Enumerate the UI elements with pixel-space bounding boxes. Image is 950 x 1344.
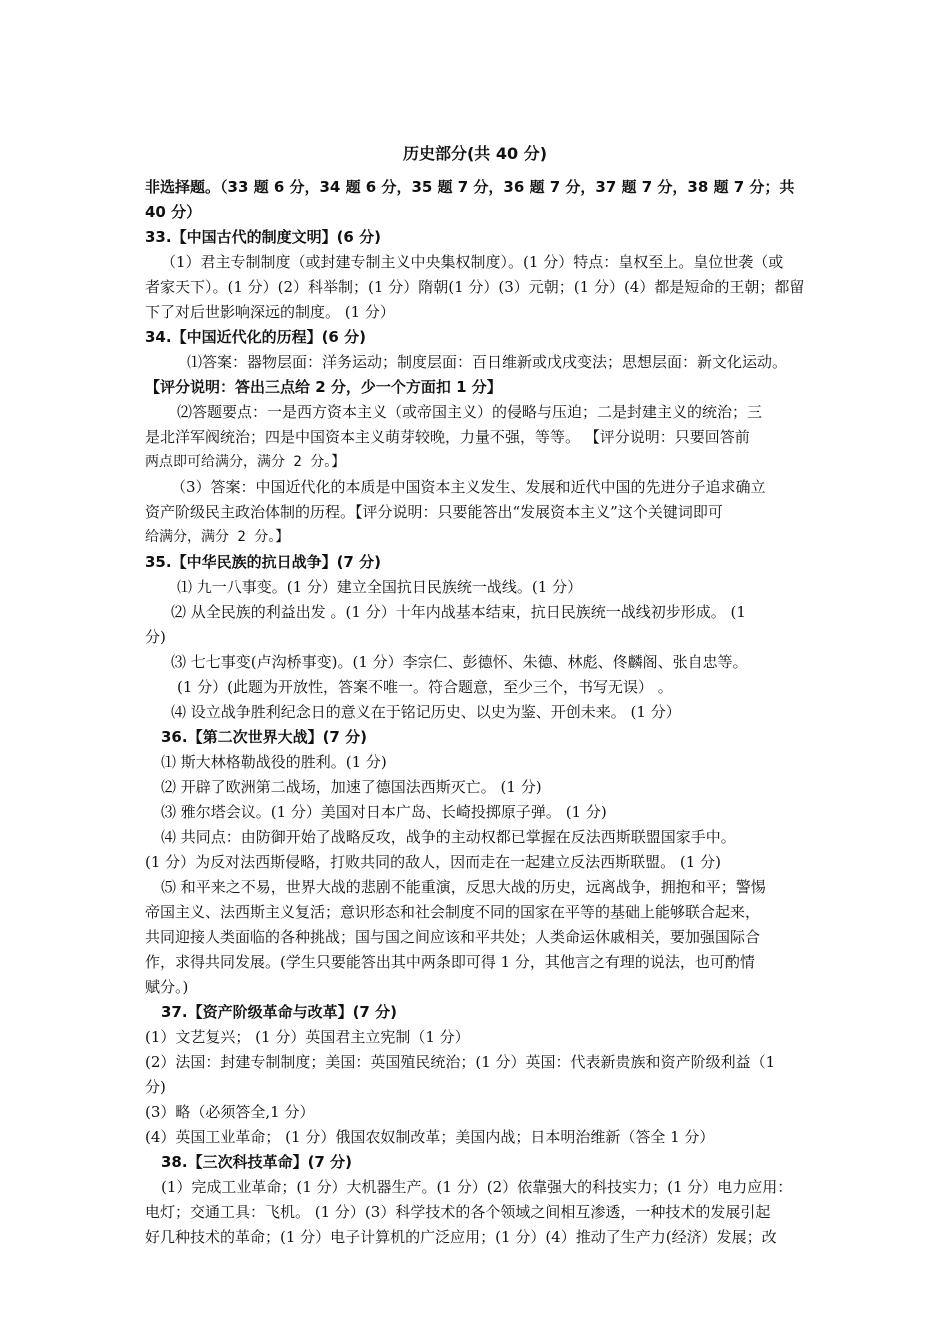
text-line: 给满分，满分 2 分。】	[145, 529, 290, 545]
text-line: 37.【资产阶级革命与改革】(7 分)	[161, 1003, 397, 1021]
text-line: 下了对后世影响深远的制度。 (1 分）	[145, 303, 395, 321]
text-line: 38.【三次科技革命】(7 分)	[161, 1153, 352, 1171]
text-line: 35.【中华民族的抗日战争】(7 分)	[145, 553, 381, 571]
text-line: 资产阶级民主政治体制的历程。【评分说明：只要能答出“发展资本主义”这个关键词即可	[145, 503, 723, 521]
text-line: 共同迎接人类面临的各种挑战；国与国之间应该和平共处；人类命运休戚相关，要加强国际合	[145, 928, 761, 946]
text-line: ⑵ 开辟了欧洲第二战场，加速了德国法西斯灭亡。 (1 分)	[161, 778, 542, 796]
text-line: (1 分）(此题为开放性，答案不唯一。符合题意，至少三个，书写无误） 。	[177, 678, 673, 696]
text-line: 是北洋军阀统治；四是中国资本主义萌芽较晚，力量不强，等等。 【评分说明：只要回答前	[145, 428, 750, 446]
text-line: ⑷ 共同点：由防御开始了战略反攻，战争的主动权都已掌握在反法西斯联盟国家手中。	[161, 828, 736, 846]
answer-content	[145, 175, 813, 1250]
text-line: 分)	[145, 628, 166, 646]
text-line: 【评分说明：答出三点给 2 分，少一个方面扣 1 分】	[145, 378, 502, 396]
text-line: (1 分）为反对法西斯侵略，打败共同的敌人，因而走在一起建立反法西斯联盟。 (1 分)	[145, 853, 721, 871]
text-line: 两点即可给满分，满分 2 分。】	[145, 454, 346, 470]
text-line: （3）答案：中国近代化的本质是中国资本主义发生、发展和近代中国的先进分子追求确立	[171, 478, 766, 496]
text-line: ⑶ 雅尔塔会议。(1 分）美国对日本广岛、长崎投掷原子弹。 (1 分)	[161, 803, 607, 821]
text-line: (3）略（必须答全,1 分）	[145, 1103, 315, 1121]
text-line: (4）英国工业革命； (1 分）俄国农奴制改革；美国内战；日本明治维新（答全 1 分）	[145, 1128, 715, 1146]
text-line: 36.【第二次世界大战】(7 分)	[161, 728, 367, 746]
text-line: （1）君主专制制度（或封建专制主义中央集权制度）。(1 分）特点：皇权至上。皇位世袭（或	[161, 253, 784, 271]
text-line: ⑶ 七七事变(卢沟桥事变)。(1 分）李宗仁、彭德怀、朱德、林彪、佟麟阁、张自忠等。	[171, 653, 748, 671]
page-title: 历史部分(共 40 分)	[402, 144, 548, 163]
text-line: ⑴答案：器物层面：洋务运动；制度层面：百日维新或戊戌变法；思想层面：新文化运动。	[187, 353, 788, 371]
text-line: 者家天下）。(1 分）(2）科举制；(1 分）隋朝(1 分）(3）元朝；(1 分）(4）都是短命的王朝；都留	[145, 278, 805, 296]
text-line: 非选择题。（33 题 6 分，34 题 6 分，35 题 7 分，36 题 7 分，37 题 7 分，38 题 7 分；共 40 分）	[145, 178, 795, 221]
text-line: 34.【中国近代化的历程】(6 分)	[145, 328, 366, 346]
text-line: 电灯；交通工具：飞机。 (1 分）(3）科学技术的各个领域之间相互渗透，一种技术的发展引起	[145, 1203, 771, 1221]
text-line: 帝国主义、法西斯主义复活；意识形态和社会制度不同的国家在平等的基础上能够联合起来，	[145, 903, 761, 921]
text-line: ⑴ 九一八事变。(1 分）建立全国抗日民族统一战线。(1 分）	[177, 578, 583, 596]
text-line: (1）文艺复兴； (1 分）英国君主立宪制（1 分）	[145, 1028, 470, 1046]
text-line: ⑷ 设立战争胜利纪念日的意义在于铭记历史、以史为鉴、开创未来。 (1 分）	[171, 703, 681, 721]
text-line: 分)	[145, 1078, 166, 1096]
text-line: (1）完成工业革命；(1 分）大机器生产。(1 分）(2）依靠强大的科技实力；(1 分）电力应用：	[161, 1178, 793, 1196]
text-line: ⑵答题要点：一是西方资本主义（或帝国主义）的侵略与压迫；二是封建主义的统治；三	[177, 403, 763, 421]
text-line: 33.【中国古代的制度文明】(6 分)	[145, 228, 381, 246]
text-line: ⑵ 从全民族的利益出发 。(1 分）十年内战基本结束，抗日民族统一战线初步形成。 (1	[171, 603, 746, 621]
text-line: ⑴ 斯大林格勒战役的胜利。(1 分)	[161, 753, 387, 771]
text-line: ⑸ 和平来之不易，世界大战的悲剧不能重演，反思大战的历史，远离战争，拥抱和平；警惕	[161, 878, 766, 896]
text-line: 好几种技术的革命；(1 分）电子计算机的广泛应用；(1 分）(4）推动了生产力(经济）发展；改	[145, 1228, 777, 1246]
text-line: 赋分。)	[145, 978, 189, 996]
text-line: (2）法国：封建专制制度；美国：英国殖民统治；(1 分）英国：代表新贵族和资产阶级利益（1	[145, 1053, 776, 1071]
text-line: 作，求得共同发展。(学生只要能答出其中两条即可得 1 分，其他言之有理的说法，也可酌情	[145, 953, 755, 971]
